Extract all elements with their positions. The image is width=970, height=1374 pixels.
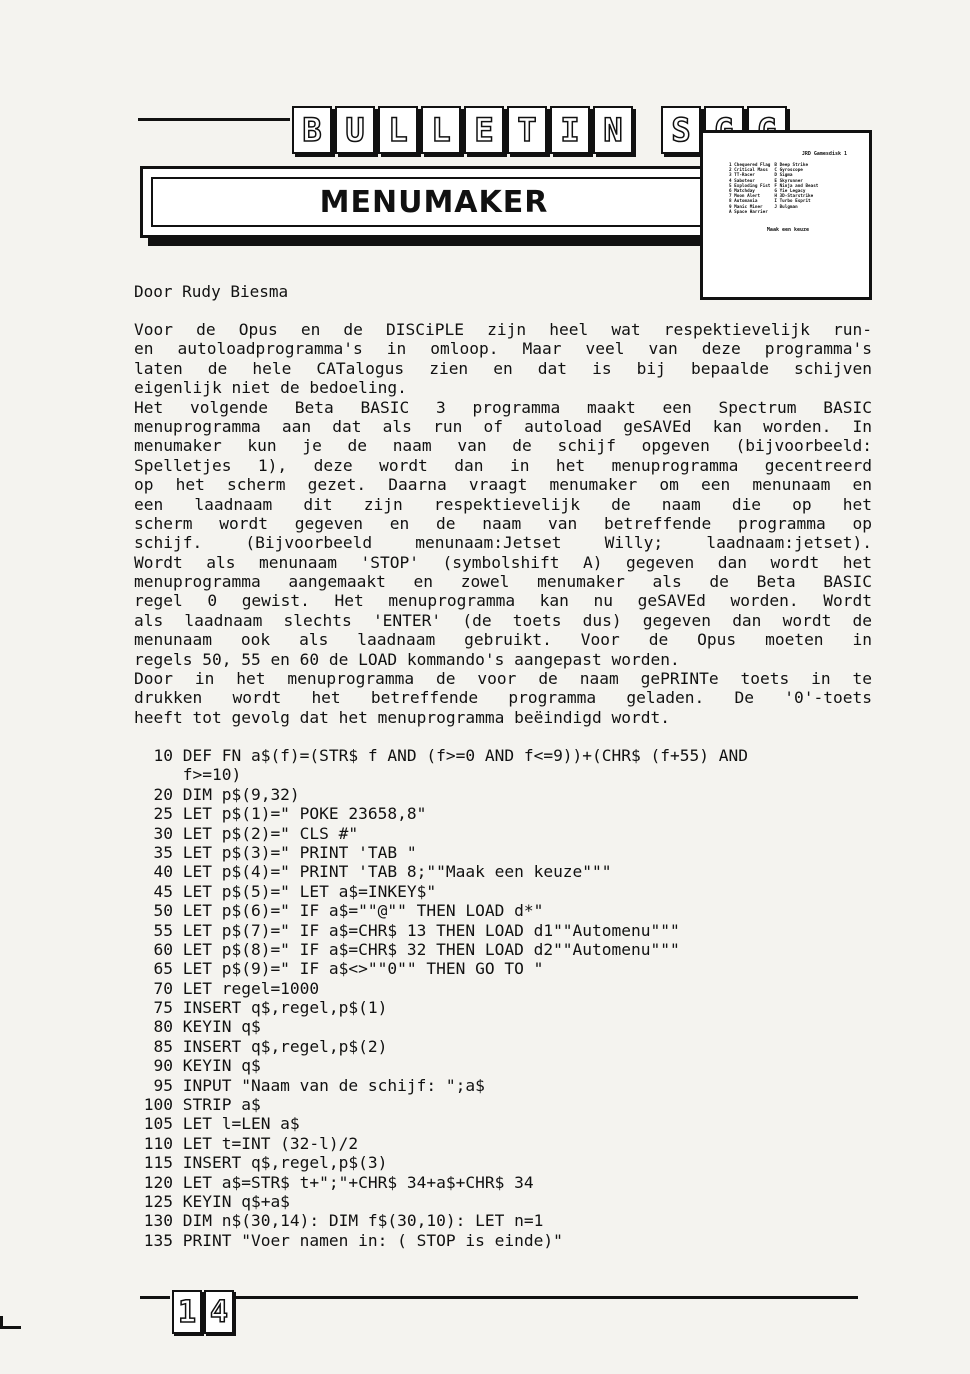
menu-entry: 8 Automania (729, 199, 758, 205)
code-line: 90 KEYIN q$ (134, 1056, 261, 1076)
page-number (172, 1290, 234, 1334)
body-line: regels 50, 55 en 60 de LOAD kommando's aangepast worden. (134, 649, 680, 669)
body-line: Door in het menuprogramma de voor de naam gePRINTe toets in te (134, 669, 872, 689)
menu-screen-list (729, 163, 847, 215)
article-banner (140, 166, 728, 238)
menu-entry: D Sigma (774, 173, 793, 179)
body-line: eigenlijk niet de bedoeling. (134, 378, 407, 398)
body-line: menuprogramma aangemaakt en zowel menumaker als de Beta BASIC (134, 572, 872, 592)
article-title: MENUMAKER (319, 184, 549, 220)
code-line: 120 LET a$=STR$ t+";"+CHR$ 34+a$+CHR$ 34 (134, 1172, 534, 1192)
title-letter: L (421, 106, 461, 154)
code-line: 125 KEYIN q$+a$ (134, 1191, 290, 1211)
menu-screen (729, 151, 847, 279)
menu-entry: E Skyrunner (774, 178, 803, 184)
code-line: 70 LET regel=1000 (134, 978, 320, 998)
code-line: 85 INSERT q$,regel,p$(2) (134, 1036, 388, 1056)
menu-entry: 2 Critical Mass (729, 168, 768, 174)
title-letter: B (292, 106, 332, 154)
code-line: 130 DIM n$(30,14): DIM f$(30,10): LET n=1 (134, 1211, 544, 1231)
page-digit: 1 (172, 1290, 202, 1334)
code-line: 95 INPUT "Naam van de schijf: ";a$ (134, 1075, 485, 1095)
code-line: 30 LET p$(2)=" CLS #" (134, 823, 359, 843)
body-line: een laadnaam dit zijn respektievelijk de naam die op het (134, 494, 872, 514)
org-letter: S (661, 106, 701, 154)
title-letter: E (464, 106, 504, 154)
binding-mark (0, 1316, 21, 1329)
menu-col-left (729, 163, 770, 215)
body-line: Spelletjes 1), deze wordt dan in het menuprogramma gecentreerd (134, 455, 872, 475)
menu-entry: 9 Manic Miner (729, 204, 763, 210)
code-line: 40 LET p$(4)=" PRINT 'TAB 8;""Maak een keuze""" (134, 862, 612, 882)
code-line: 60 LET p$(8)=" IF a$=CHR$ 32 THEN LOAD d2""Automenu""" (134, 939, 680, 959)
body-line: op het scherm gezet. Daarna vraagt menumaker om een menunaam en (134, 475, 872, 495)
code-line: 110 LET t=INT (32-l)/2 (134, 1133, 359, 1153)
code-line: 50 LET p$(6)=" IF a$=""@"" THEN LOAD d*" (134, 901, 544, 921)
menu-entry: C Gyroscope (774, 168, 803, 174)
body-line: drukken wordt het betreffende programma geladen. De '0'-toets (134, 688, 872, 708)
code-line: f>=10) (134, 765, 242, 785)
page-digit: 4 (204, 1290, 234, 1334)
banner-frame (151, 177, 717, 227)
title-letter: N (593, 106, 633, 154)
body-line: Het volgende Beta BASIC 3 programma maakt een Spectrum BASIC (134, 397, 872, 417)
title-letter: L (378, 106, 418, 154)
code-line: 25 LET p$(1)=" POKE 23658,8" (134, 804, 427, 824)
body-line: Wordt als menunaam 'STOP' (symbolshift A) gegeven dan wordt het (134, 552, 872, 572)
code-listing (134, 746, 874, 1250)
body-line: als laadnaam slechts 'ENTER' (de toets dus) gegeven dan wordt de (134, 610, 872, 630)
menu-screen-title: JRD Gamesdisk 1 (801, 151, 847, 157)
menu-entry: 4 Saboteur (729, 178, 755, 184)
menu-screenshot (700, 130, 872, 300)
menu-entry: A Space Harrier (729, 209, 768, 215)
header-rule-left (138, 118, 290, 121)
body-line: menuprogramma aan dat als run of autoload geSAVEd kan worden. In (134, 416, 872, 436)
code-line: 100 STRIP a$ (134, 1095, 261, 1115)
title-letter: T (507, 106, 547, 154)
body-line: Voor de Opus en de DISCiPLE zijn heel wat respektievelijk run- (134, 320, 872, 339)
code-line: 105 LET l=LEN a$ (134, 1114, 300, 1134)
code-line: 45 LET p$(5)=" LET a$=INKEY$" (134, 881, 437, 901)
footer-rule-left (140, 1296, 170, 1299)
author-line: Door Rudy Biesma (134, 282, 289, 301)
menu-col-right (774, 163, 818, 215)
body-line: menumaker kun je de naam van de schijf opgeven (bijvoorbeeld: (134, 436, 872, 456)
body-line: schijf. (Bijvoorbeeld menunaam:Jetset Willy; laadnaam:jetset). (134, 533, 872, 553)
menu-entry: H 3D-Starstrike (774, 194, 814, 200)
menu-entry: B Deep Strike (774, 163, 809, 168)
body-line: laten de hele CATalogus zien en dat is bij bepaalde schijven (134, 358, 872, 378)
menu-entry: G Yie Legacy (774, 189, 806, 195)
body-line: scherm wordt gegeven en de naam van betreffende programma op (134, 513, 872, 533)
menu-entry: F Ninja and Beast (774, 183, 819, 189)
menu-entry: I Turbo Esprit (774, 199, 811, 205)
code-line: 115 INSERT q$,regel,p$(3) (134, 1153, 388, 1173)
menu-prompt: Maak een keuze (766, 227, 810, 234)
menu-entry: 7 Moon Alert (729, 194, 761, 200)
footer-rule-right (236, 1296, 858, 1299)
body-line: regel 0 gewist. Het menuprogramma kan nu geSAVEd worden. Wordt (134, 591, 872, 611)
menu-entry: J Bulgman (774, 204, 798, 210)
menu-entry: 6 Matchday (729, 189, 755, 195)
code-line: 10 DEF FN a$(f)=(STR$ f AND (f>=0 AND f<=9))+(CHR$ (f+55) AND (134, 746, 748, 765)
menu-entry: 3 TT-Racer (729, 173, 755, 179)
code-line: 20 DIM p$(9,32) (134, 784, 300, 804)
body-line: menunaam ook als laadnaam gebruikt. Voor de Opus moeten in (134, 630, 872, 650)
title-letter: I (550, 106, 590, 154)
body-line: en autoloadprogramma's in omloop. Maar veel van deze programma's (134, 339, 872, 359)
code-line: 80 KEYIN q$ (134, 1017, 261, 1037)
title-letter: U (335, 106, 375, 154)
code-line: 75 INSERT q$,regel,p$(1) (134, 998, 388, 1018)
code-line: 55 LET p$(7)=" IF a$=CHR$ 13 THEN LOAD d1""Automenu""" (134, 920, 680, 940)
menu-entry: 5 Exploding Fist (729, 183, 771, 189)
code-line: 135 PRINT "Voer namen in: ( STOP is einde)" (134, 1230, 563, 1250)
menu-entry: 1 Chequered Flag (729, 163, 771, 168)
body-line: heeft tot gevolg dat het menuprogramma beëindigd wordt. (134, 707, 671, 727)
article-body (134, 320, 872, 727)
code-line: 65 LET p$(9)=" IF a$<>""0"" THEN GO TO " (134, 959, 544, 979)
code-line: 35 LET p$(3)=" PRINT 'TAB " (134, 842, 417, 862)
